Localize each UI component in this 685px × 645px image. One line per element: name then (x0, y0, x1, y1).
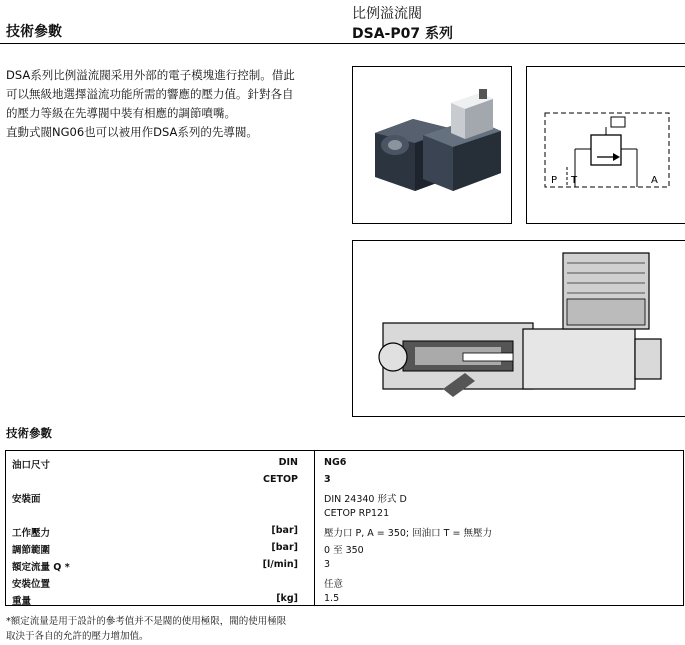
row-value: 壓力口 P, A = 350; 回油口 T = 無壓力 (324, 528, 492, 539)
row-value: CETOP RP121 (324, 508, 390, 519)
footnote-line: *額定流量是用于設計的參考值并不是閥的使用極限，閥的使用極限 (6, 616, 287, 627)
row-label: 額定流量 Q * (12, 562, 70, 573)
valve-section-diagram (353, 241, 685, 416)
product-series: DSA-P07 系列 (352, 26, 453, 42)
table-row (6, 523, 683, 540)
row-unit: [bar] (271, 525, 298, 536)
row-value: 3 (324, 474, 331, 485)
hydraulic-symbol (526, 66, 685, 224)
row-label: 工作壓力 (12, 528, 51, 539)
table-row (6, 489, 683, 506)
header-divider (0, 43, 685, 44)
footnote (6, 614, 286, 644)
technical-data-table (5, 450, 684, 606)
row-label: 重量 (12, 596, 32, 607)
row-unit: [kg] (276, 593, 298, 604)
header-section-label: 技術參數 (6, 24, 62, 40)
row-unit: CETOP (263, 474, 298, 485)
intro-line: DSA系列比例溢流閥采用外部的電子模塊進行控制。借此 (6, 68, 295, 82)
footnote-line: 取決于各自的允許的壓力增加值。 (6, 631, 149, 642)
hydraulic-symbol-diagram (527, 67, 685, 223)
intro-line: 可以無級地選擇溢流功能所需的響應的壓力值。針對各自 (6, 87, 294, 101)
row-unit: [l/min] (262, 559, 298, 570)
row-value: 1.5 (324, 593, 340, 604)
row-value: 0 至 350 (324, 545, 364, 556)
valve-photo-image (353, 67, 511, 223)
row-label: 安裝面 (12, 494, 41, 505)
port-p-label: P (551, 175, 558, 186)
table-row (6, 557, 683, 574)
cross-section-drawing (352, 240, 685, 417)
row-unit: DIN (278, 457, 298, 468)
table-row (6, 574, 683, 591)
port-t-label: T (571, 175, 578, 186)
row-label: 油口尺寸 (12, 460, 51, 471)
technical-data-heading: 技術參數 (6, 426, 52, 440)
product-title: 比例溢流閥 (352, 6, 422, 22)
row-value: NG6 (324, 457, 347, 468)
table-row (6, 506, 683, 523)
port-a-label: A (651, 175, 658, 186)
table-row (6, 472, 683, 489)
intro-text (6, 66, 344, 142)
row-label: 安裝位置 (12, 579, 51, 590)
table-row (6, 591, 683, 608)
row-unit: [bar] (271, 542, 298, 553)
intro-line: 的壓力等級在先導閥中裝有相應的調節噴嘴。 (6, 106, 236, 120)
row-value: 3 (324, 559, 331, 570)
row-value: DIN 24340 形式 D (324, 494, 407, 505)
table-row (6, 540, 683, 557)
product-photo (352, 66, 512, 224)
row-label: 調節範圍 (12, 545, 51, 556)
table-row (6, 455, 683, 472)
intro-line: 直動式閥NG06也可以被用作DSA系列的先導閥。 (6, 125, 258, 139)
row-value: 任意 (324, 579, 344, 590)
